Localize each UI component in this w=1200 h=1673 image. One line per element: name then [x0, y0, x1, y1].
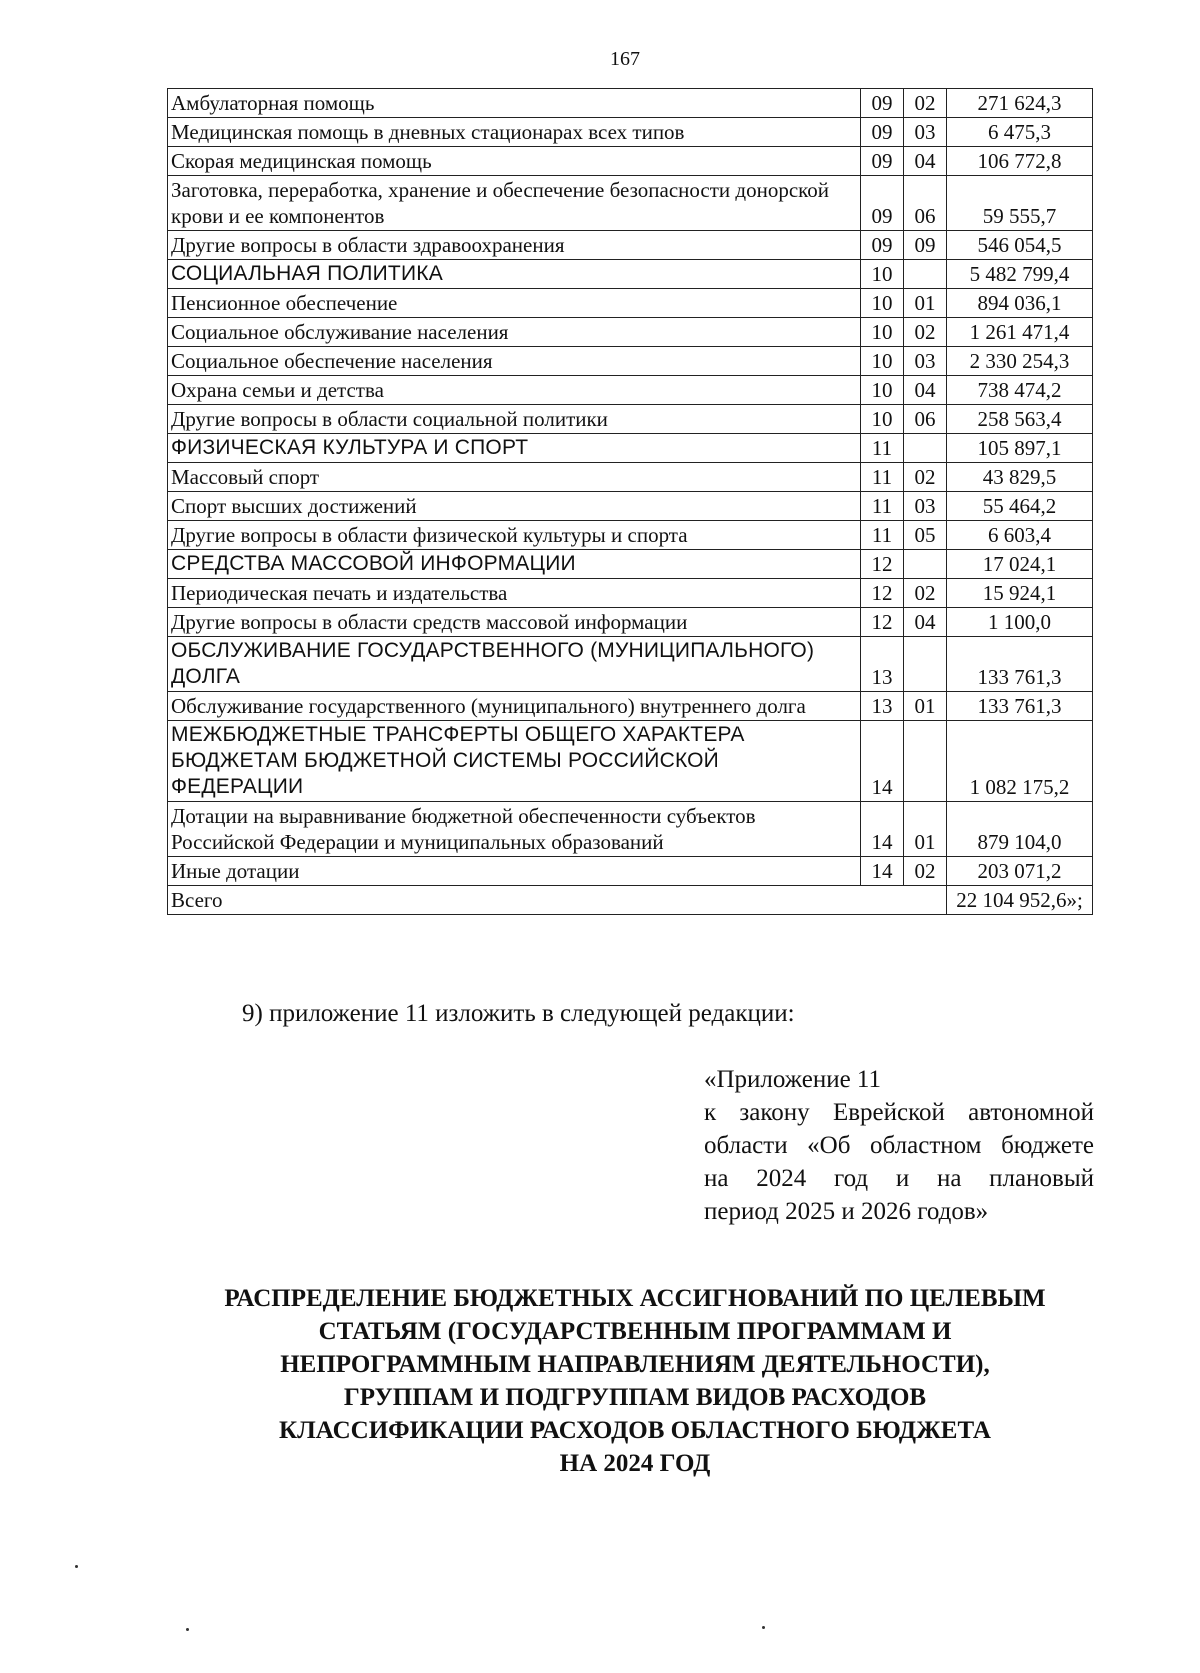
- row-section: 10: [861, 260, 904, 289]
- table-row: [168, 579, 1093, 608]
- scan-speck: [186, 1628, 189, 1631]
- row-section: 09: [861, 147, 904, 176]
- appendix-caption: [704, 1063, 1094, 1228]
- row-subsection: 09: [904, 231, 947, 260]
- row-subsection: 02: [904, 857, 947, 886]
- row-amount: 106 772,8: [947, 147, 1093, 176]
- row-amount: 59 555,7: [947, 176, 1093, 231]
- row-section: 12: [861, 550, 904, 579]
- row-name: Другие вопросы в области здравоохранения: [168, 231, 861, 260]
- row-subsection: [904, 721, 947, 802]
- row-section: 13: [861, 637, 904, 692]
- row-name: Социальное обслуживание населения: [168, 318, 861, 347]
- row-amount: 271 624,3: [947, 89, 1093, 118]
- row-name: Спорт высших достижений: [168, 492, 861, 521]
- row-amount: 1 261 471,4: [947, 318, 1093, 347]
- row-section: 11: [861, 521, 904, 550]
- scan-speck: [762, 1626, 765, 1629]
- row-name: Медицинская помощь в дневных стационарах всех типов: [168, 118, 861, 147]
- heading-line: НА 2024 ГОД: [559, 1450, 711, 1477]
- row-subsection: 01: [904, 692, 947, 721]
- row-name: Пенсионное обеспечение: [168, 289, 861, 318]
- table-row: [168, 721, 1093, 802]
- row-subsection: 02: [904, 318, 947, 347]
- appendix-caption-line: «Приложение 11: [704, 1066, 882, 1093]
- table-row: [168, 147, 1093, 176]
- row-subsection: [904, 637, 947, 692]
- section-heading: [160, 1282, 1110, 1480]
- row-section: 10: [861, 289, 904, 318]
- table-row: [168, 802, 1093, 857]
- row-name: Иные дотации: [168, 857, 861, 886]
- row-amount: 546 054,5: [947, 231, 1093, 260]
- row-subsection: 03: [904, 492, 947, 521]
- row-amount: 17 024,1: [947, 550, 1093, 579]
- table-row: [168, 405, 1093, 434]
- row-subsection: [904, 550, 947, 579]
- table-row: [168, 289, 1093, 318]
- row-subsection: 06: [904, 176, 947, 231]
- heading-line: РАСПРЕДЕЛЕНИЕ БЮДЖЕТНЫХ АССИГНОВАНИЙ ПО ЦЕЛЕВЫМ: [224, 1285, 1046, 1312]
- row-amount: 894 036,1: [947, 289, 1093, 318]
- table-row: [168, 260, 1093, 289]
- row-amount: 6 475,3: [947, 118, 1093, 147]
- appendix-caption-line: на 2024 год и на плановый: [704, 1165, 1094, 1192]
- row-name: МЕЖБЮДЖЕТНЫЕ ТРАНСФЕРТЫ ОБЩЕГО ХАРАКТЕРА БЮДЖЕТАМ БЮДЖЕТНОЙ СИСТЕМЫ РОССИЙСКОЙ ФЕДЕРАЦИИ: [168, 721, 861, 802]
- row-subsection: 02: [904, 89, 947, 118]
- table-row: [168, 857, 1093, 886]
- row-name: СОЦИАЛЬНАЯ ПОЛИТИКА: [168, 260, 861, 289]
- row-amount: 55 464,2: [947, 492, 1093, 521]
- row-amount: 203 071,2: [947, 857, 1093, 886]
- row-section: 10: [861, 318, 904, 347]
- row-name: Охрана семьи и детства: [168, 376, 861, 405]
- row-amount: 1 082 175,2: [947, 721, 1093, 802]
- table-row: [168, 608, 1093, 637]
- budget-table: [167, 88, 1093, 915]
- appendix-caption-line: к закону Еврейской автономной: [704, 1099, 1094, 1126]
- table-row: [168, 376, 1093, 405]
- row-amount: 133 761,3: [947, 692, 1093, 721]
- row-section: 12: [861, 579, 904, 608]
- row-subsection: 01: [904, 802, 947, 857]
- row-amount: 258 563,4: [947, 405, 1093, 434]
- row-section: 10: [861, 405, 904, 434]
- row-section: 14: [861, 802, 904, 857]
- heading-line: СТАТЬЯМ (ГОСУДАРСТВЕННЫМ ПРОГРАММАМ И: [318, 1318, 952, 1345]
- table-row: [168, 521, 1093, 550]
- row-subsection: 03: [904, 347, 947, 376]
- row-amount: 105 897,1: [947, 434, 1093, 463]
- item-9-paragraph: 9) приложение 11 изложить в следующей редакции:: [242, 1000, 795, 1027]
- table-row: [168, 318, 1093, 347]
- row-section: 14: [861, 857, 904, 886]
- row-section: 09: [861, 231, 904, 260]
- row-section: 11: [861, 492, 904, 521]
- row-name: Обслуживание государственного (муниципального) внутреннего долга: [168, 692, 861, 721]
- appendix-caption-line: период 2025 и 2026 годов»: [704, 1198, 989, 1225]
- table-row: [168, 176, 1093, 231]
- table-row: [168, 692, 1093, 721]
- row-amount: 15 924,1: [947, 579, 1093, 608]
- row-name: ОБСЛУЖИВАНИЕ ГОСУДАРСТВЕННОГО (МУНИЦИПАЛЬНОГО) ДОЛГА: [168, 637, 861, 692]
- row-subsection: 01: [904, 289, 947, 318]
- row-name: Социальное обеспечение населения: [168, 347, 861, 376]
- row-name: Заготовка, переработка, хранение и обеспечение безопасности донорской крови и ее компонентов: [168, 176, 861, 231]
- table-row: [168, 118, 1093, 147]
- row-section: 11: [861, 463, 904, 492]
- row-section: 10: [861, 347, 904, 376]
- table-row: [168, 637, 1093, 692]
- row-subsection: 04: [904, 376, 947, 405]
- row-amount: 133 761,3: [947, 637, 1093, 692]
- row-section: 10: [861, 376, 904, 405]
- row-subsection: 02: [904, 463, 947, 492]
- row-name: Амбулаторная помощь: [168, 89, 861, 118]
- appendix-caption-line: области «Об областном бюджете: [704, 1132, 1094, 1159]
- row-section: 12: [861, 608, 904, 637]
- row-amount: 738 474,2: [947, 376, 1093, 405]
- row-name: ФИЗИЧЕСКАЯ КУЛЬТУРА И СПОРТ: [168, 434, 861, 463]
- table-row: [168, 463, 1093, 492]
- row-name: Другие вопросы в области социальной политики: [168, 405, 861, 434]
- table-row: [168, 89, 1093, 118]
- total-amount: 22 104 952,6»;: [947, 886, 1093, 915]
- table-row: [168, 550, 1093, 579]
- row-subsection: 05: [904, 521, 947, 550]
- scan-speck: [75, 1565, 78, 1568]
- row-subsection: [904, 434, 947, 463]
- row-section: 09: [861, 118, 904, 147]
- row-name: Периодическая печать и издательства: [168, 579, 861, 608]
- row-subsection: [904, 260, 947, 289]
- row-name: СРЕДСТВА МАССОВОЙ ИНФОРМАЦИИ: [168, 550, 861, 579]
- row-subsection: 04: [904, 147, 947, 176]
- budget-table-body: [168, 89, 1093, 915]
- row-amount: 2 330 254,3: [947, 347, 1093, 376]
- row-name: Скорая медицинская помощь: [168, 147, 861, 176]
- row-amount: 6 603,4: [947, 521, 1093, 550]
- heading-line: КЛАССИФИКАЦИИ РАСХОДОВ ОБЛАСТНОГО БЮДЖЕТА: [279, 1417, 991, 1444]
- row-subsection: 03: [904, 118, 947, 147]
- heading-line: ГРУППАМ И ПОДГРУППАМ ВИДОВ РАСХОДОВ: [343, 1384, 927, 1411]
- row-amount: 5 482 799,4: [947, 260, 1093, 289]
- row-name: Дотации на выравнивание бюджетной обеспеченности субъектов Российской Федерации и муниципальных образований: [168, 802, 861, 857]
- page-number: 167: [610, 48, 640, 70]
- table-row: [168, 231, 1093, 260]
- row-amount: 43 829,5: [947, 463, 1093, 492]
- row-section: 09: [861, 176, 904, 231]
- row-section: 11: [861, 434, 904, 463]
- table-row: [168, 434, 1093, 463]
- row-subsection: 04: [904, 608, 947, 637]
- table-total-row: [168, 886, 1093, 915]
- row-subsection: 06: [904, 405, 947, 434]
- row-name: Массовый спорт: [168, 463, 861, 492]
- row-amount: 1 100,0: [947, 608, 1093, 637]
- heading-line: НЕПРОГРАММНЫМ НАПРАВЛЕНИЯМ ДЕЯТЕЛЬНОСТИ),: [280, 1351, 990, 1378]
- row-section: 13: [861, 692, 904, 721]
- row-section: 14: [861, 721, 904, 802]
- table-row: [168, 492, 1093, 521]
- table-row: [168, 347, 1093, 376]
- row-section: 09: [861, 89, 904, 118]
- row-subsection: 02: [904, 579, 947, 608]
- row-name: Другие вопросы в области средств массовой информации: [168, 608, 861, 637]
- row-amount: 879 104,0: [947, 802, 1093, 857]
- row-name: Другие вопросы в области физической культуры и спорта: [168, 521, 861, 550]
- total-label: Всего: [168, 886, 947, 915]
